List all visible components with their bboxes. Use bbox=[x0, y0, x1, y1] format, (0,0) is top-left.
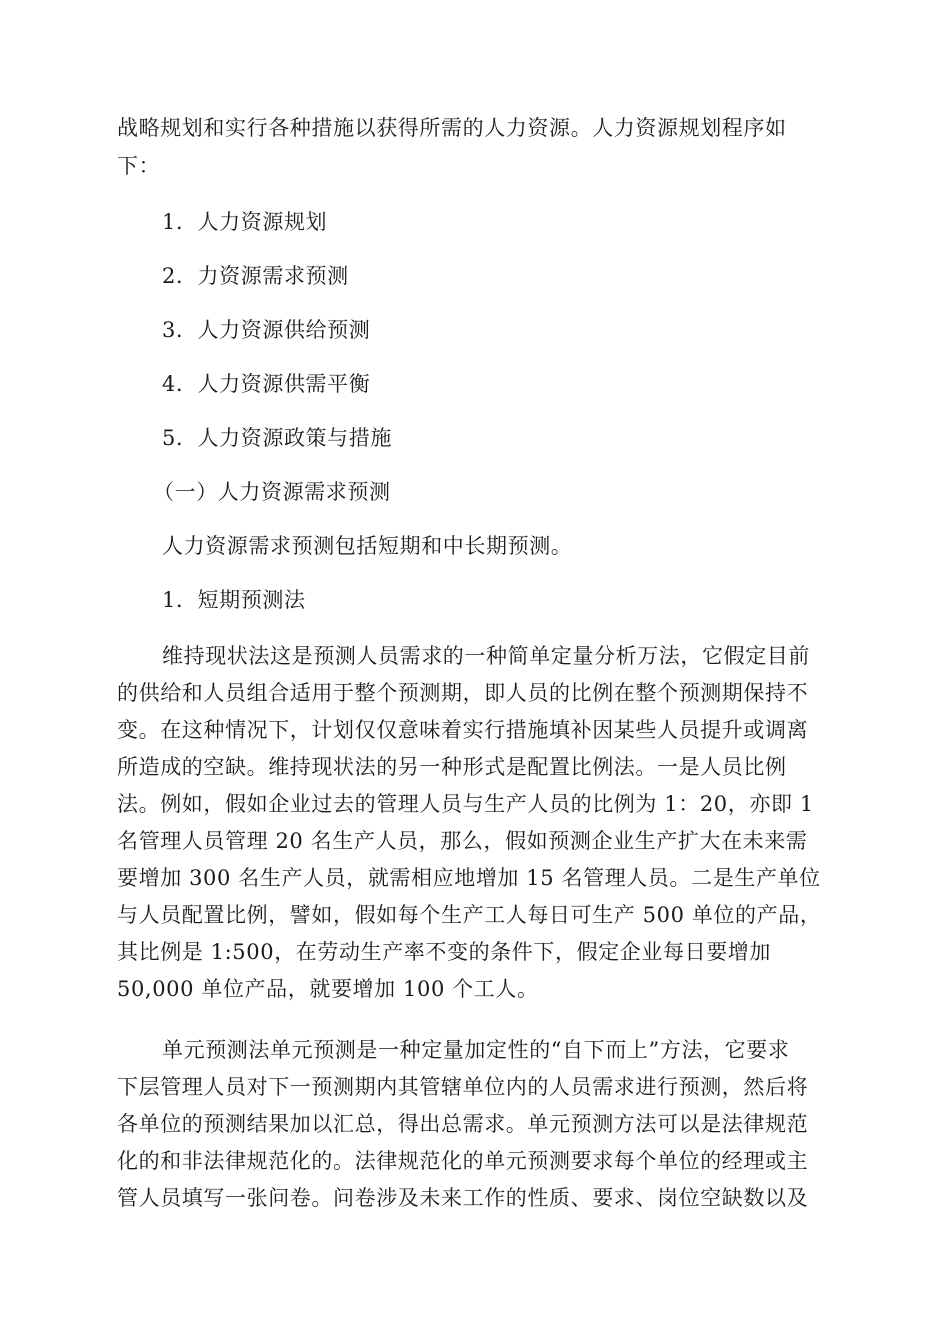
section-intro: 人力资源需求预测包括短期和中长期预测。 bbox=[162, 534, 573, 558]
paragraph1-line-6: 名管理人员管理 20 名生产人员，那么，假如预测企业生产扩大在未来需 bbox=[117, 829, 808, 853]
paragraph1-line-2: 的供给和人员组合适用于整个预测期，即人员的比例在整个预测期保持不 bbox=[117, 681, 809, 705]
paragraph1-line-8: 与人员配置比例，譬如，假如每个生产工人每日可生产 500 单位的产品， bbox=[117, 903, 822, 927]
paragraph2-line-1: 单元预测法单元预测是一种定量加定性的“自下而上”方法，它要求 bbox=[162, 1038, 790, 1062]
paragraph2-line-4: 化的和非法律规范化的。法律规范化的单元预测要求每个单位的经理或主 bbox=[117, 1149, 809, 1173]
intro-line-2: 下： bbox=[117, 154, 161, 178]
procedure-item-3: 3．人力资源供给预测 bbox=[162, 318, 371, 342]
paragraph1-line-1: 维持现状法这是预测人员需求的一种简单定量分析万法，它假定目前 bbox=[162, 644, 810, 668]
procedure-item-1: 1．人力资源规划 bbox=[162, 210, 328, 234]
paragraph2-line-2: 下层管理人员对下一预测期内其管辖单位内的人员需求进行预测，然后将 bbox=[117, 1075, 809, 1099]
paragraph1-line-9: 其比例是 1:500，在劳动生产率不变的条件下，假定企业每日要增加 bbox=[117, 940, 771, 964]
paragraph1-line-7: 要增加 300 名生产人员，就需相应地增加 15 名管理人员。二是生产单位 bbox=[117, 866, 821, 890]
paragraph1-line-3: 变。在这种情况下，计划仅仅意味着实行措施填补因某些人员提升或调离 bbox=[117, 718, 809, 742]
procedure-item-2: 2．力资源需求预测 bbox=[162, 264, 349, 288]
paragraph2-line-3: 各单位的预测结果加以汇总，得出总需求。单元预测方法可以是法律规范 bbox=[117, 1112, 809, 1136]
paragraph2-line-5: 管人员填写一张问卷。问卷涉及未来工作的性质、要求、岗位空缺数以及 bbox=[117, 1186, 809, 1210]
intro-line-1: 战略规划和实行各种措施以获得所需的人力资源。人力资源规划程序如 bbox=[117, 116, 787, 140]
paragraph1-line-4: 所造成的空缺。维持现状法的另一种形式是配置比例法。一是人员比例 bbox=[117, 755, 787, 779]
subsection-heading: 1．短期预测法 bbox=[162, 588, 306, 612]
paragraph1-line-5: 法。例如，假如企业过去的管理人员与生产人员的比例为 1：20，亦即 1 bbox=[117, 792, 814, 816]
section-heading: （一）人力资源需求预测 bbox=[153, 480, 391, 504]
procedure-item-4: 4．人力资源供需平衡 bbox=[162, 372, 371, 396]
paragraph1-line-10: 50,000 单位产品，就要增加 100 个工人。 bbox=[117, 977, 539, 1001]
procedure-item-5: 5．人力资源政策与措施 bbox=[162, 426, 392, 450]
